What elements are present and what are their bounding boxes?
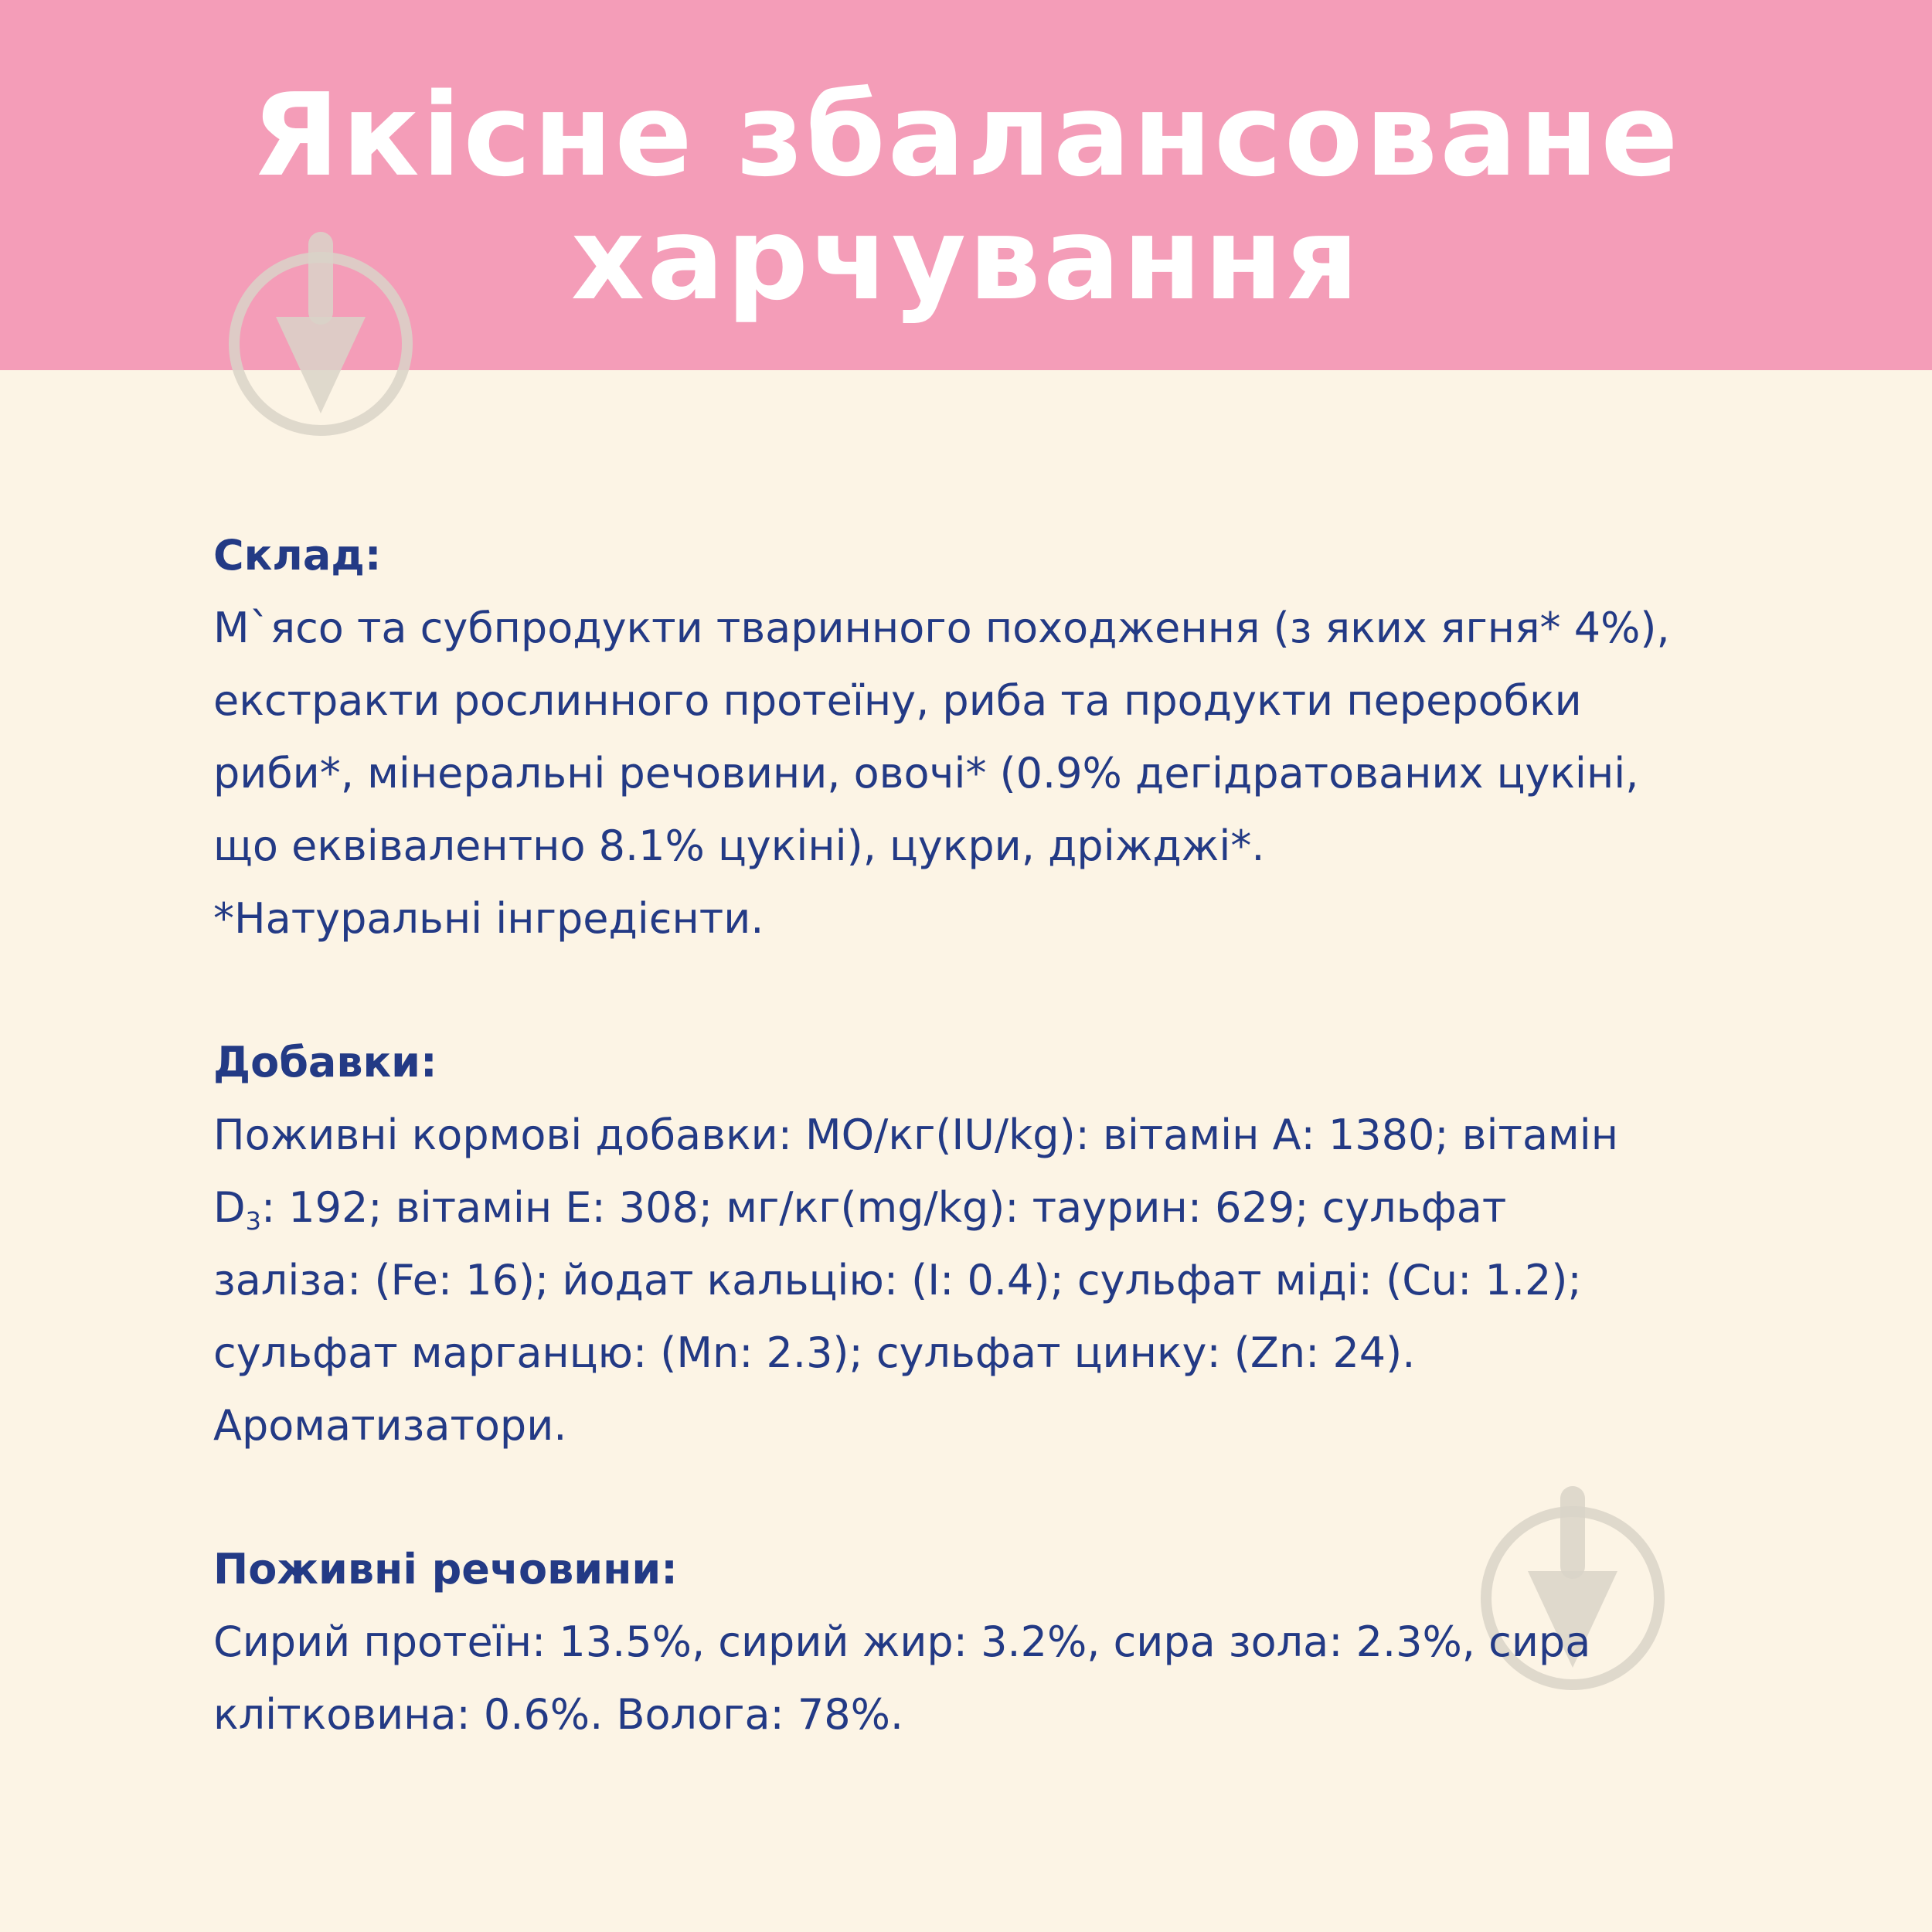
page-title-line-1: Якісне збалансоване: [251, 69, 1681, 202]
vitamin-d-letter: D: [213, 1183, 246, 1232]
additives-line: заліза: (Fe: 16); йодат кальцію: (I: 0.4); сульфат міді: (Cu: 1.2);: [213, 1256, 1582, 1304]
composition-line: екстракти рослинного протеїну, риба та продукти переробки: [213, 676, 1582, 725]
page-title-line-2: харчування: [570, 192, 1362, 325]
nutrients-line: клітковина: 0.6%. Вологa: 78%.: [213, 1690, 904, 1739]
additives-line: Поживні кормові добавки: МО/кг(IU/kg): вітамін А: 1380; вітамін: [213, 1111, 1619, 1159]
additives-line: [213, 1172, 1759, 1244]
vitamin-d-subscript: 3: [245, 1206, 261, 1236]
additives-line-rest: : 192; вітамін Е: 308; мг/кг(mg/kg): таурин: 629; сульфат: [260, 1183, 1507, 1232]
composition-heading: Склад:: [213, 531, 382, 580]
composition-line: *Натуральні інгредієнти.: [213, 894, 764, 943]
additives-section: [213, 1026, 1759, 1462]
composition-line: М`ясо та субпродукти тваринного походження (з яких ягня* 4%),: [213, 604, 1670, 652]
additives-line: сульфат марганцю: (Mn: 2.3); сульфат цинку: (Zn: 24).: [213, 1328, 1416, 1377]
composition-line: що еквівалентно 8.1% цукіні), цукри, дріжджі*.: [213, 821, 1265, 870]
composition-section: [213, 519, 1759, 955]
nutrients-heading: Поживні речовини:: [213, 1545, 678, 1594]
additives-heading: Добавки:: [213, 1038, 437, 1087]
nutrients-section: [213, 1533, 1759, 1751]
download-arrow-watermark-icon: [228, 224, 413, 440]
additives-line: Ароматизатори.: [213, 1401, 567, 1450]
product-info: [213, 519, 1759, 1751]
composition-line: риби*, мінеральні речовини, овочі* (0.9% дегідратованих цукіні,: [213, 749, 1639, 798]
nutrients-line: Сирий протеїн: 13.5%, сирий жир: 3.2%, сира зола: 2.3%, сира: [213, 1617, 1591, 1666]
